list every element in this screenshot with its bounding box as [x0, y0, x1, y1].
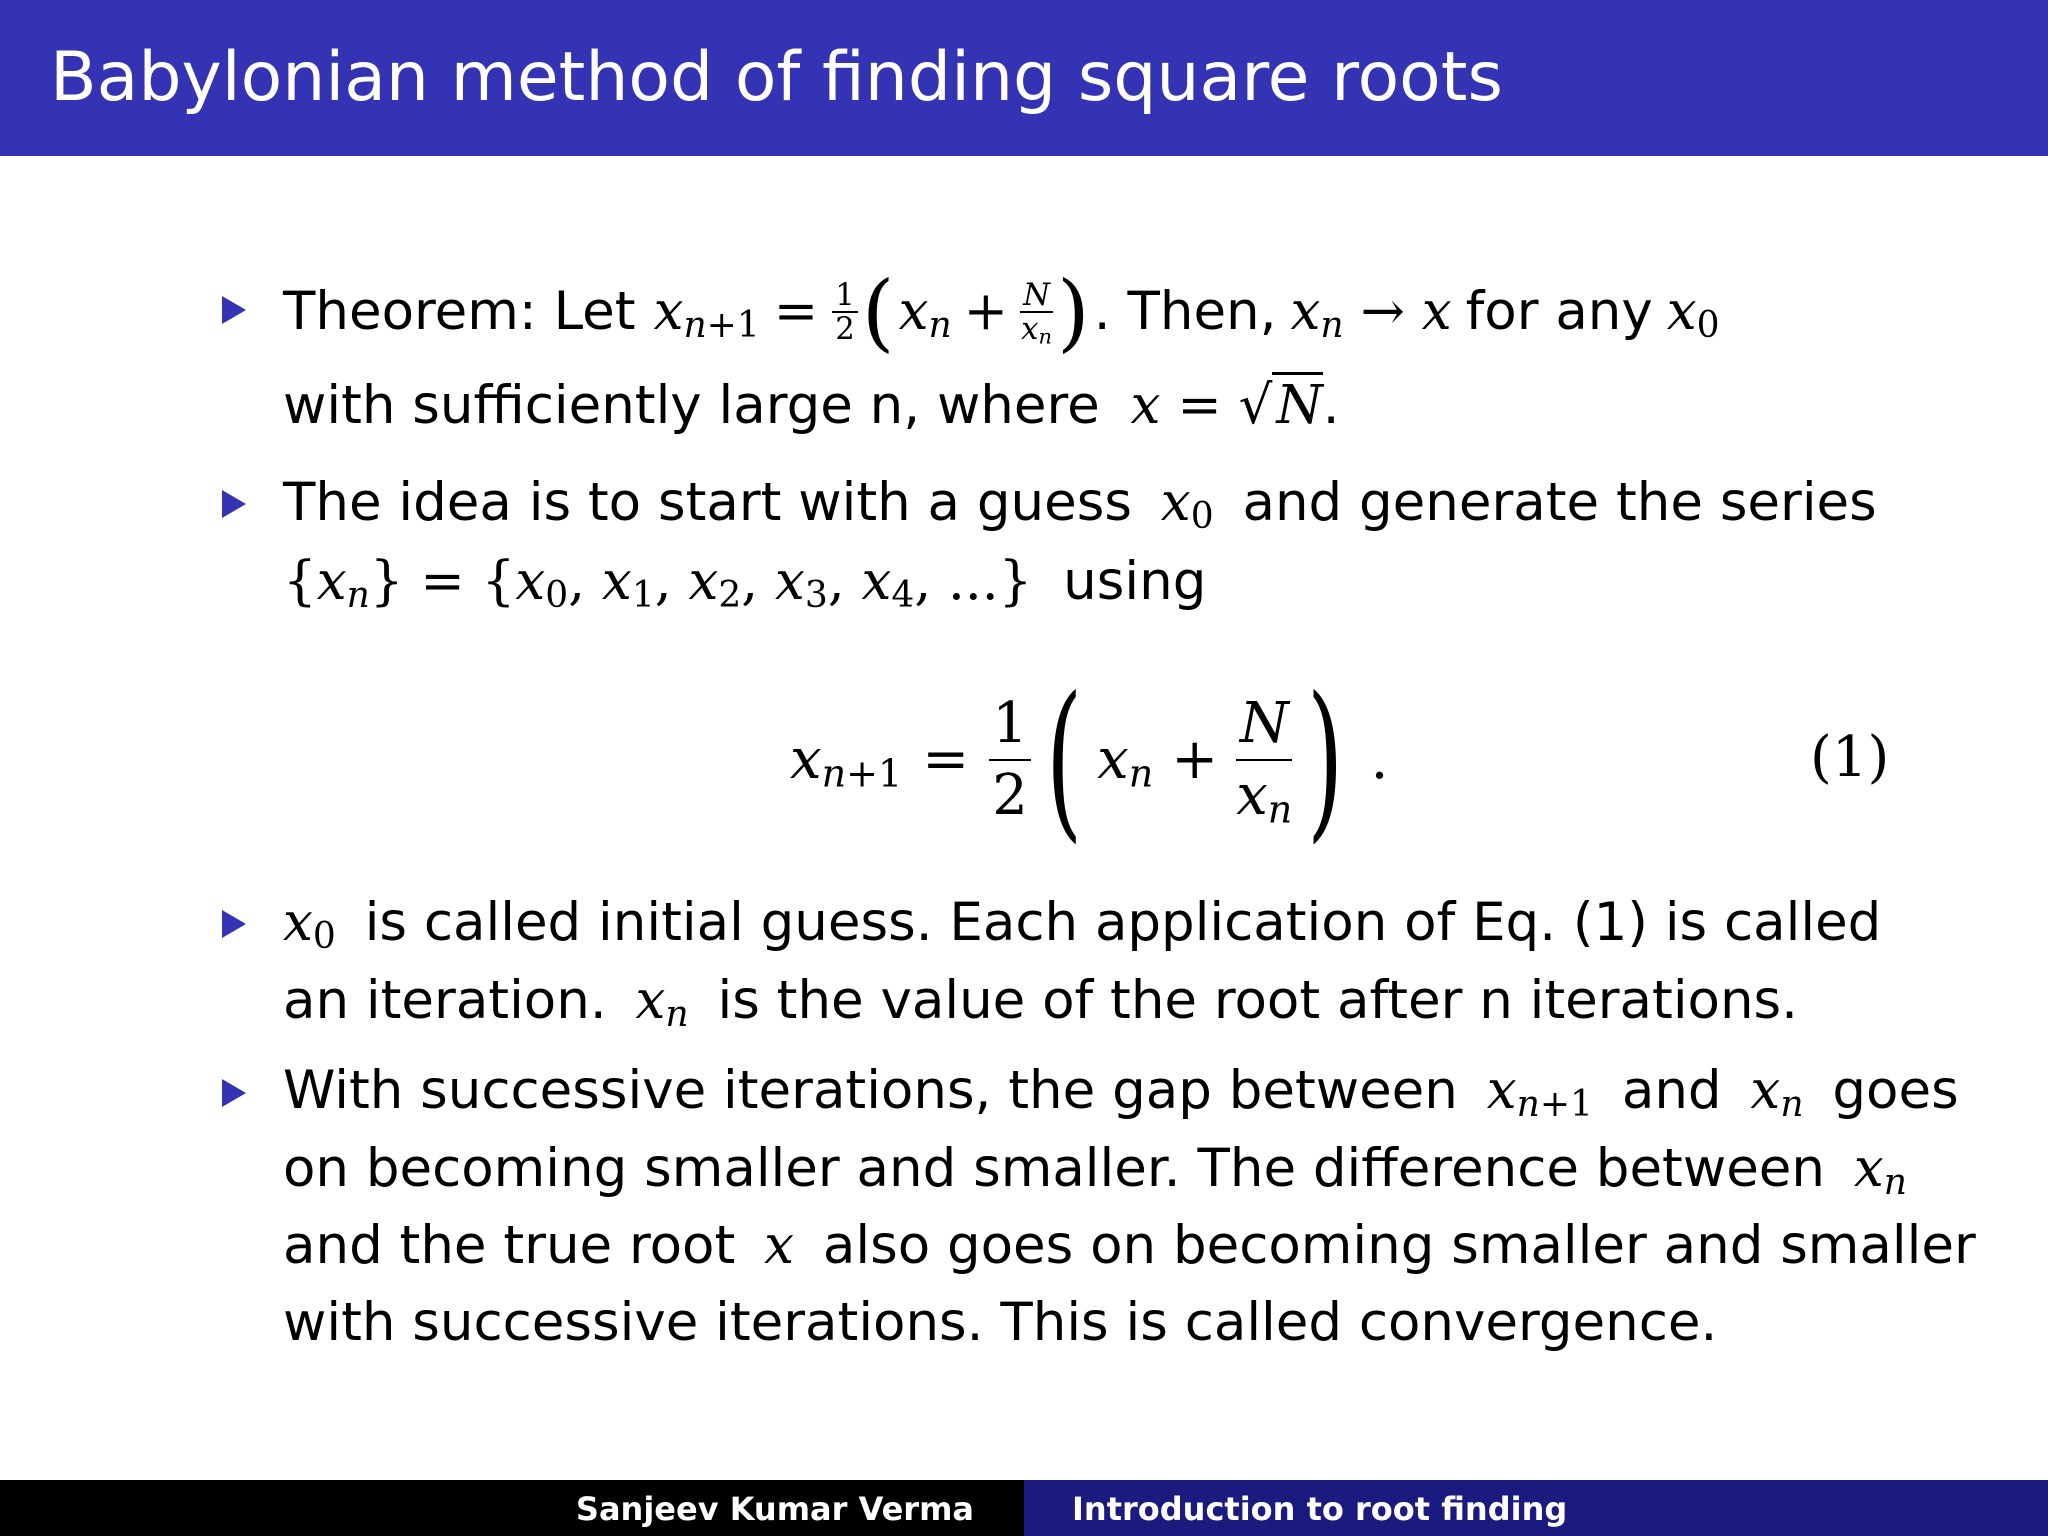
- display-equation: $x_n$ $_{+1}$ = $\frac{1}{2}$ ( $x_n$ + $\frac{N}{x_n}$ ) .: [790, 661, 1389, 859]
- also-goes-text: also goes on becoming smaller and smaller: [822, 1215, 1976, 1276]
- xn-symbol: $x_n$: [635, 970, 689, 1035]
- footer-bar: [0, 1480, 2048, 1536]
- footer-title-panel: [1024, 1480, 2048, 1536]
- equation-number: (1): [1810, 725, 1890, 790]
- x0-symbol: $x_0$: [1666, 281, 1720, 346]
- x-symbol: x: [764, 1215, 795, 1276]
- bullet-4-line-2: [283, 1138, 1907, 1203]
- sqrt-formula: x = √N.: [1131, 375, 1340, 436]
- bullet-marker-icon: [222, 296, 246, 324]
- footer-author-panel: [0, 1480, 1024, 1536]
- bullet-marker-icon: [222, 910, 246, 938]
- convergence-text: with successive iterations. This is called convergence.: [283, 1292, 1718, 1353]
- bullet-1-line-1: [283, 263, 1720, 361]
- bullet-4-line-1: [283, 1060, 1959, 1125]
- initial-guess-text: is called initial guess. Each application of Eq. (1) is called: [364, 892, 1882, 953]
- bullet-marker-icon: [222, 1079, 246, 1107]
- xn1-symbol: $x_{n+1}$: [1486, 1060, 1593, 1125]
- sufficiently-large-text: with sufficiently large n, where: [283, 375, 1100, 436]
- for-any-text: for any: [1465, 281, 1653, 342]
- then-text: . Then,: [1093, 281, 1277, 342]
- footer-author[interactable]: Sanjeev Kumar Verma: [575, 1490, 974, 1528]
- smaller-text: on becoming smaller and smaller. The difference between: [283, 1138, 1825, 1199]
- goes-text: goes: [1832, 1060, 1959, 1121]
- bullet-1-line-2: [283, 376, 1340, 436]
- generate-series-text: and generate the series: [1242, 472, 1877, 533]
- series-formula: $\{x_n\} = \{x_0$, $x_1$, $x_2$, $x_3$, $x_4$, ...}: [283, 551, 1033, 616]
- bullet-marker-icon: [222, 490, 246, 518]
- xn-symbol: $x_n$: [1853, 1138, 1907, 1203]
- convergence-formula: $x_n \to x$: [1290, 281, 1452, 346]
- root-value-text: is the value of the root after n iterations.: [717, 970, 1799, 1031]
- bullet-3-line-1: [283, 892, 1882, 957]
- bullet-4-line-3: [283, 1216, 1976, 1276]
- idea-text: The idea is to start with a guess: [283, 472, 1132, 533]
- and-text: and: [1621, 1060, 1722, 1121]
- formula-inline: $x_n$ $_{+1}$ = $\frac{1}{2}$ ( $x_n$ + $\frac{N}{x_n}$ ): [653, 263, 1090, 361]
- xn-symbol: $x_n$: [1750, 1060, 1804, 1125]
- using-text: using: [1063, 551, 1207, 612]
- bullet-3-line-2: [283, 970, 1799, 1035]
- theorem-label: Theorem: Let: [283, 281, 636, 342]
- bullet-2-line-1: [283, 472, 1877, 537]
- iteration-text: an iteration.: [283, 970, 607, 1031]
- x0-symbol: $x_0$: [283, 892, 336, 957]
- bullet-2-line-2: [283, 551, 1207, 616]
- gap-text: With successive iterations, the gap between: [283, 1060, 1458, 1121]
- true-root-text: and the true root: [283, 1215, 736, 1276]
- bullet-4-line-4: [283, 1293, 1717, 1353]
- slide-title: Babylonian method of finding square roots: [50, 38, 1503, 117]
- footer-talk-title[interactable]: Introduction to root finding: [1072, 1490, 1568, 1528]
- x0-symbol: $x_0$: [1160, 472, 1214, 537]
